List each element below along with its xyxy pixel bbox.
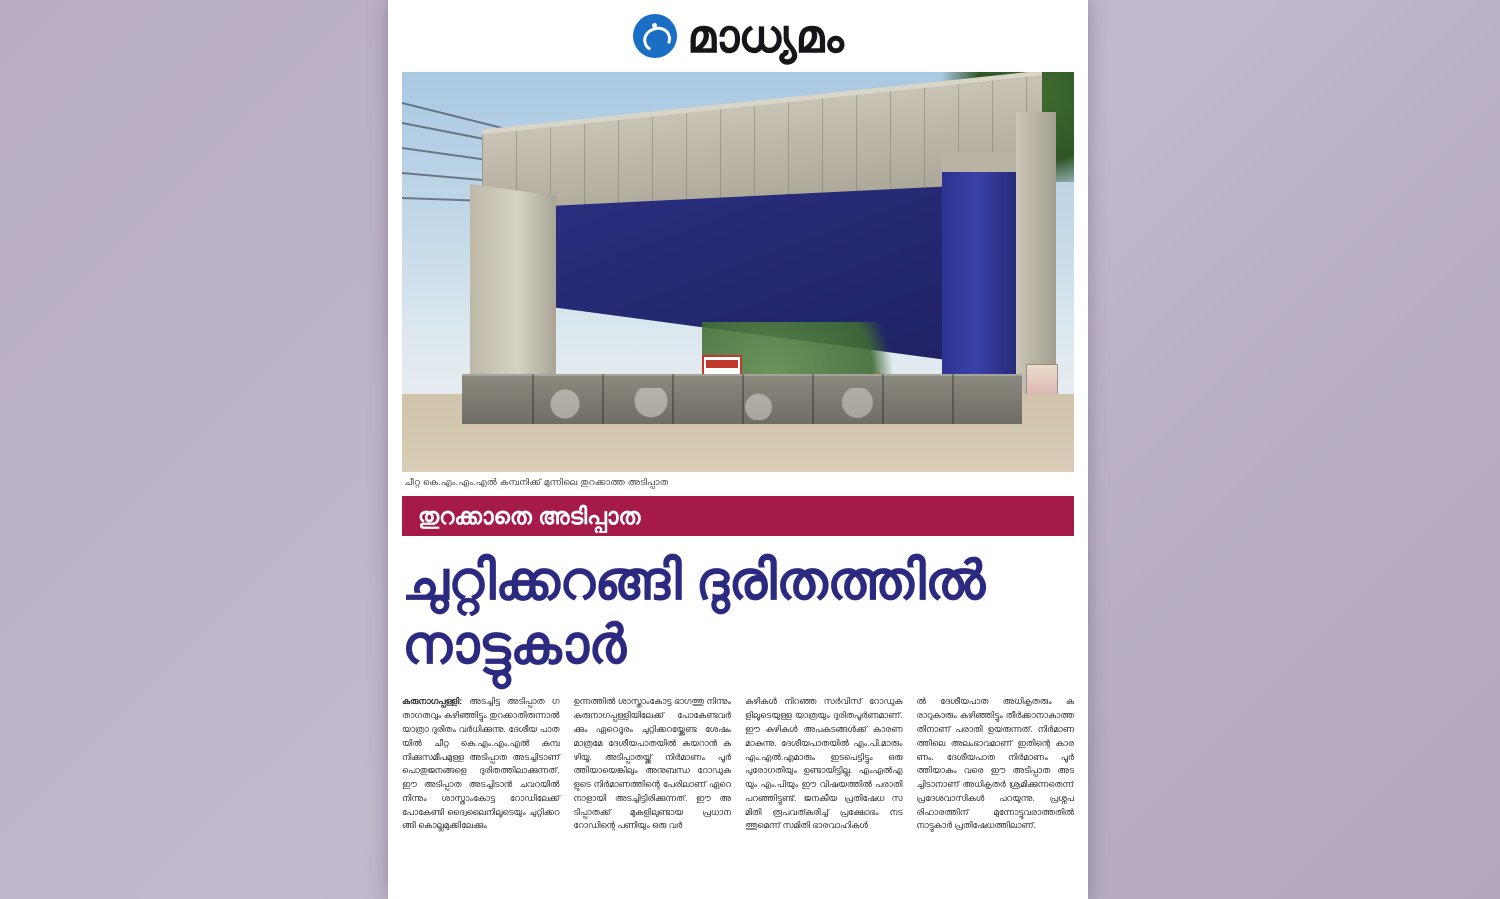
article-column: [745, 695, 903, 880]
article-column: [574, 695, 732, 880]
article-photo: [402, 72, 1074, 472]
article-column-text: ഉന്നത്തിൽ ശാസ്താംകോട്ട ഭാഗത്തു നിന്നും കരുനാഗപ്പള്ളിയിലേക്ക് പോകേണ്ടവർക്കും ഏറെദൂരം ചുറ്റിക്കറയ്ക്കേണ്ട ശേഷം മാത്രമേ ദേശീയപാതയിൽ കയറാൻ കഴിയൂ. അടിപ്പാതയ്ക്ക് നിർമാണം പൂർത്തിയായെങ്കിലും അനുബന്ധ റോഡുകളുടെ നിർമാണത്തിന്റെ പേരിലാണ് ഏറെ നാളായി അടച്ചിട്ടിരിക്കുന്നത്. ഈ അടിപ്പാതക്ക് മുകളിലുണ്ടായ പ്രധാന റോഡിന്റെ പണിയും ഒരു വർ: [573, 696, 731, 831]
article-column: [917, 695, 1075, 880]
article-body-columns: [402, 695, 1074, 880]
masthead: [388, 0, 1088, 72]
newspaper-page: [388, 0, 1088, 899]
article-headline: ചുറ്റിക്കറങ്ങി ദുരിതത്തിൽ നാട്ടുകാർ: [402, 551, 985, 675]
article-column: [402, 695, 560, 880]
photo-graffiti: [522, 388, 952, 420]
article-column-text: ൽ ദേശീയപാത അധികൃതരും കരാറുകാരും കഴിഞ്ഞിട്ടും തീർക്കാനാകാത്തതിനാണ് പരാതി ഉയരുന്നത്. നിർമാണത്തിലെ അലംഭാവമാണ് ഇതിന്റെ കാരണം. ദേശീയപാത നിർമാണം പൂർത്തിയാകും വരെ ഈ അടിപ്പാത അടച്ചിടാനാണ് അധികൃതർ ശ്രമിക്കുന്നതെന്ന് പ്രദേശവാസികൾ പറയുന്നു. പ്രശ്നപരിഹാരത്തിന് മുന്നോട്ടുവരാത്തതിൽ നാട്ടുകാർ പ്രതിഷേധത്തിലാണ്.: [916, 696, 1074, 831]
article-dateline: കരുനാഗപ്പള്ളി:: [402, 696, 463, 707]
photo-caption: ചീറ്റ കെ.എം.എം.എൽ കമ്പനിക്ക് മുന്നിലെ തുറക്കാത്ത അടിപ്പാത: [404, 477, 669, 487]
photo-block: [402, 72, 1074, 492]
article-kicker: തുറക്കാതെ അടിപ്പാത: [402, 496, 1074, 536]
article-column-text: കുഴികൾ നിറഞ്ഞ സർവിസ് റോഡുകളിലൂടെയുള്ള യാത്രയും ദുരിതപൂർണമാണ്. ഈ കുഴികൾ അപകടങ്ങൾക്ക് കാരണമാകുന്നു. ദേശീയപാതയിൽ എം.പി.മാരും എം.എൽ.എമാരും ഇടപെട്ടിട്ടും ഒരു പുരോഗതിയും ഉണ്ടായിട്ടില്ല. എംഎൽഎയും എം.പിയും ഈ വിഷയത്തിൽ പരാതി പറഞ്ഞിട്ടുണ്ട്. ജനകീയ പ്രതിഷേധ സമിതി രൂപവത്കരിച്ച് പ്രക്ഷോഭം നടത്തുമെന്ന് സമിതി ഭാരവാഹികൾ: [745, 696, 903, 831]
madhyamam-bird-logo-icon: [633, 14, 677, 58]
article-column-text: അടച്ചിട്ട അടിപ്പാത ഗതാഗതവും കഴിഞ്ഞിട്ടും തുറക്കാതിരുന്നാൽ യാത്രാ ദുരിതം വർധിക്കുന്നു. ദേശീയ പാതയിൽ ചീറ്റ കെ.എം.എം.എൽ കമ്പനിക്കുസമീപമുള്ള അടിപ്പാത അടച്ചിടാണ് പൊതുജനങ്ങളെ ദുരിതത്തിലാക്കുന്നത്. ഈ അടിപ്പാത അടച്ചിടാൻ ചവറയിൽ നിന്നും ശാസ്താംകോട്ട റോഡിലേക്ക് പോകേണ്ടി ദ്വൈലൈനിലൂടെയും ചുറ്റിക്കറങ്ങി കൊല്ലമുക്കിലേക്കും: [402, 696, 560, 831]
masthead-title: മാധ്യമം: [687, 10, 843, 62]
